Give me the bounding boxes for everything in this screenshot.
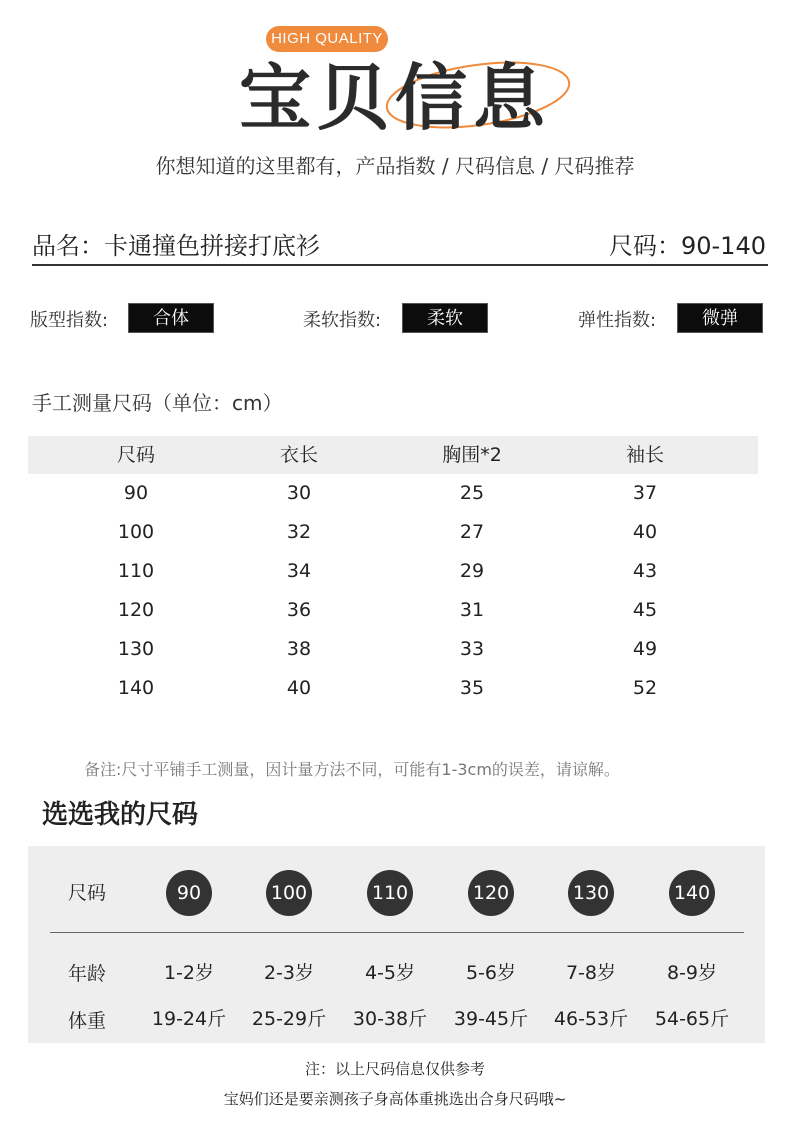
cell-size: 120 bbox=[117, 599, 155, 621]
age-value: 2-3岁 bbox=[263, 962, 315, 984]
cell-sleeve: 45 bbox=[632, 599, 658, 621]
measure-table-header bbox=[28, 436, 758, 474]
weight-row-label: 体重 bbox=[68, 1010, 107, 1032]
age-row-label: 年龄 bbox=[68, 963, 107, 985]
size-circle: 140 bbox=[669, 870, 715, 916]
product-size-range: 尺码：90-140 bbox=[608, 232, 766, 260]
footnote-reference: 注：以上尺码信息仅供参考 bbox=[304, 1060, 485, 1078]
table-row bbox=[28, 474, 758, 513]
weight-value: 54-65斤 bbox=[654, 1008, 730, 1030]
cell-sleeve: 43 bbox=[632, 560, 658, 582]
measure-section-title: 手工测量尺码（单位：cm） bbox=[32, 391, 283, 415]
fit-index-label: 版型指数: bbox=[30, 310, 109, 331]
cell-size: 90 bbox=[123, 482, 149, 504]
cell-length: 38 bbox=[286, 638, 312, 660]
page-title: 宝贝信息 bbox=[238, 56, 551, 140]
header-sleeve: 袖长 bbox=[625, 444, 664, 466]
size-recommendation-panel bbox=[28, 846, 765, 1043]
high-quality-badge: HIGH QUALITY bbox=[266, 26, 388, 52]
cell-sleeve: 49 bbox=[632, 638, 658, 660]
header-size: 尺码 bbox=[116, 444, 155, 466]
size-circle: 90 bbox=[166, 870, 212, 916]
cell-sleeve: 40 bbox=[632, 521, 658, 543]
product-info-row bbox=[32, 226, 768, 266]
cell-chest: 33 bbox=[459, 638, 485, 660]
cell-size: 100 bbox=[117, 521, 155, 543]
weight-value: 19-24斤 bbox=[151, 1008, 227, 1030]
size-circle: 110 bbox=[367, 870, 413, 916]
cell-length: 34 bbox=[286, 560, 312, 582]
header-chest: 胸围*2 bbox=[442, 444, 502, 466]
table-row bbox=[28, 630, 758, 669]
cell-chest: 27 bbox=[459, 521, 485, 543]
age-value: 1-2岁 bbox=[163, 962, 215, 984]
softness-index-label: 柔软指数: bbox=[303, 310, 382, 331]
product-name: 品名：卡通撞色拼接打底衫 bbox=[32, 232, 320, 260]
size-circle: 120 bbox=[468, 870, 514, 916]
cell-chest: 29 bbox=[459, 560, 485, 582]
page-subtitle: 你想知道的这里都有，产品指数 / 尺码信息 / 尺码推荐 bbox=[155, 154, 635, 178]
fit-index-value: 合体 bbox=[128, 303, 214, 333]
cell-size: 130 bbox=[117, 638, 155, 660]
weight-value: 46-53斤 bbox=[553, 1008, 629, 1030]
cell-chest: 31 bbox=[459, 599, 485, 621]
measure-note: 备注:尺寸平铺手工测量，因计量方法不同，可能有1-3cm的误差，请谅解。 bbox=[84, 760, 620, 779]
weight-value: 30-38斤 bbox=[352, 1008, 428, 1030]
table-row bbox=[28, 669, 758, 708]
weight-value: 25-29斤 bbox=[251, 1008, 327, 1030]
size-circle: 130 bbox=[568, 870, 614, 916]
header-length: 衣长 bbox=[279, 444, 318, 466]
cell-sleeve: 37 bbox=[632, 482, 658, 504]
age-value: 4-5岁 bbox=[364, 962, 416, 984]
measure-table bbox=[28, 436, 758, 708]
cell-chest: 35 bbox=[459, 677, 485, 699]
table-row bbox=[28, 552, 758, 591]
cell-size: 140 bbox=[117, 677, 155, 699]
age-value: 8-9岁 bbox=[666, 962, 718, 984]
cell-chest: 25 bbox=[459, 482, 485, 504]
size-circle: 100 bbox=[266, 870, 312, 916]
size-row-label: 尺码 bbox=[68, 882, 107, 904]
footnote-advice: 宝妈们还是要亲测孩子身高体重挑选出合身尺码哦~ bbox=[223, 1090, 567, 1108]
table-row bbox=[28, 513, 758, 552]
cell-size: 110 bbox=[117, 560, 155, 582]
cell-length: 40 bbox=[286, 677, 312, 699]
weight-value: 39-45斤 bbox=[453, 1008, 529, 1030]
elasticity-index-value: 微弹 bbox=[677, 303, 763, 333]
softness-index-value: 柔软 bbox=[402, 303, 488, 333]
cell-length: 30 bbox=[286, 482, 312, 504]
cell-sleeve: 52 bbox=[632, 677, 658, 699]
cell-length: 32 bbox=[286, 521, 312, 543]
divider bbox=[50, 932, 744, 933]
table-row bbox=[28, 591, 758, 630]
elasticity-index-label: 弹性指数: bbox=[578, 310, 657, 331]
age-value: 5-6岁 bbox=[465, 962, 517, 984]
pick-size-title: 选选我的尺码 bbox=[42, 800, 199, 830]
age-value: 7-8岁 bbox=[565, 962, 617, 984]
cell-length: 36 bbox=[286, 599, 312, 621]
